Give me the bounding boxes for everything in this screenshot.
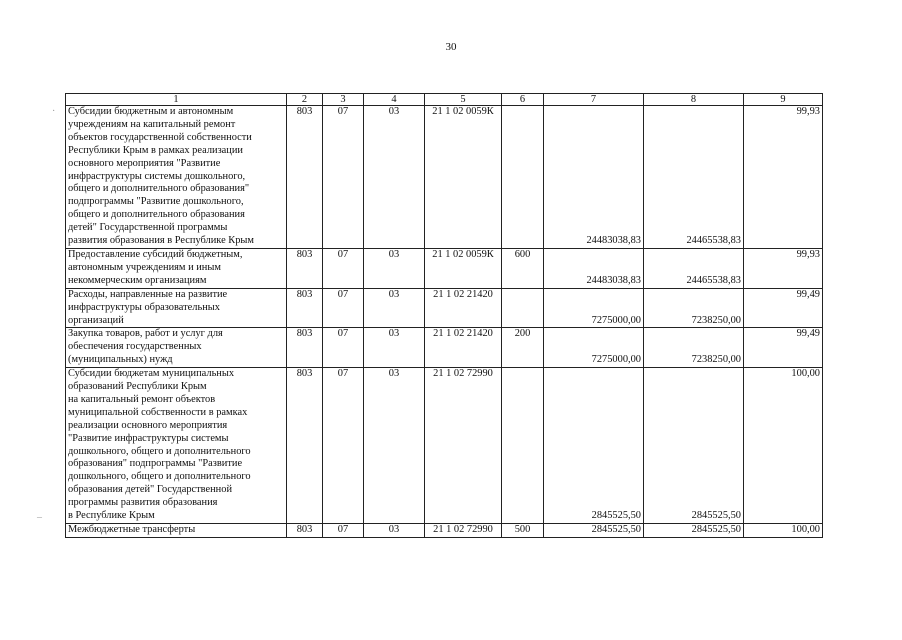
description-line: общего и дополнительного образования" bbox=[68, 183, 250, 195]
table-row bbox=[66, 328, 823, 368]
subsection-cell: 03 bbox=[364, 248, 425, 288]
percent-cell: 99,49 bbox=[744, 288, 823, 328]
description-line: "Развитие инфраструктуры системы bbox=[68, 432, 229, 444]
description-line: инфраструктуры образовательных bbox=[68, 301, 220, 313]
code-cell: 803 bbox=[287, 368, 323, 524]
header-cell: 1 bbox=[66, 94, 287, 106]
code-cell: 803 bbox=[287, 524, 323, 538]
description-line: развития образования в Республике Крым bbox=[68, 235, 254, 247]
description-line: некоммерческим организациям bbox=[68, 274, 207, 286]
margin-mark: · bbox=[52, 106, 56, 117]
section-cell: 07 bbox=[323, 288, 364, 328]
header-row bbox=[66, 94, 823, 106]
executed-amount-cell: 2845525,50 bbox=[644, 524, 744, 538]
description-line: Закупка товаров, работ и услуг для bbox=[68, 328, 223, 340]
budget-table bbox=[65, 93, 823, 538]
section-cell: 07 bbox=[323, 106, 364, 249]
table-body bbox=[66, 106, 823, 538]
table-row bbox=[66, 288, 823, 328]
planned-amount-cell: 24483038,83 bbox=[544, 106, 644, 249]
expense-type-cell bbox=[502, 368, 544, 524]
percent-cell: 99,49 bbox=[744, 328, 823, 368]
percent-cell: 100,00 bbox=[744, 524, 823, 538]
subsection-cell: 03 bbox=[364, 106, 425, 249]
table-row bbox=[66, 368, 823, 524]
header-cell: 5 bbox=[425, 94, 502, 106]
header-cell: 6 bbox=[502, 94, 544, 106]
description-line: обеспечения государственных bbox=[68, 341, 202, 353]
description-line: детей" Государственной программы bbox=[68, 222, 228, 234]
expense-type-cell: 500 bbox=[502, 524, 544, 538]
description-cell bbox=[66, 288, 287, 328]
description-cell bbox=[66, 248, 287, 288]
description-line: муниципальной собственности в рамках bbox=[68, 406, 248, 418]
description-line: Субсидии бюджетам муниципальных bbox=[68, 368, 235, 380]
description-line: Предоставление субсидий бюджетным, bbox=[68, 248, 243, 260]
header-cell: 9 bbox=[744, 94, 823, 106]
executed-amount-cell: 7238250,00 bbox=[644, 288, 744, 328]
percent-cell: 99,93 bbox=[744, 106, 823, 249]
subsection-cell: 03 bbox=[364, 524, 425, 538]
percent-cell: 99,93 bbox=[744, 248, 823, 288]
header-cell: 7 bbox=[544, 94, 644, 106]
section-cell: 07 bbox=[323, 524, 364, 538]
description-line: учреждениям на капитальный ремонт bbox=[68, 118, 236, 130]
expense-type-cell bbox=[502, 106, 544, 249]
description-line: инфраструктуры системы дошкольного, bbox=[68, 170, 246, 182]
description-line: образования детей" Государственной bbox=[68, 484, 233, 496]
description-line: автономным учреждениям и иным bbox=[68, 261, 221, 273]
target-article-cell: 21 1 02 0059К bbox=[425, 106, 502, 249]
description-line: Межбюджетные трансферты bbox=[68, 524, 196, 535]
description-line: на капитальный ремонт объектов bbox=[68, 393, 216, 405]
description-cell bbox=[66, 368, 287, 524]
description-line: организаций bbox=[68, 314, 124, 326]
description-line: образования" подпрограммы "Развитие bbox=[68, 458, 243, 470]
description-cell bbox=[66, 328, 287, 368]
description-line: образований Республики Крым bbox=[68, 381, 207, 393]
header-cell: 4 bbox=[364, 94, 425, 106]
subsection-cell: 03 bbox=[364, 288, 425, 328]
executed-amount-cell: 24465538,83 bbox=[644, 106, 744, 249]
target-article-cell: 21 1 02 72990 bbox=[425, 524, 502, 538]
table-row bbox=[66, 106, 823, 249]
description-cell bbox=[66, 524, 287, 538]
code-cell: 803 bbox=[287, 328, 323, 368]
description-line: подпрограммы "Развитие дошкольного, bbox=[68, 196, 244, 208]
code-cell: 803 bbox=[287, 288, 323, 328]
executed-amount-cell: 24465538,83 bbox=[644, 248, 744, 288]
description-cell bbox=[66, 106, 287, 249]
planned-amount-cell: 2845525,50 bbox=[544, 524, 644, 538]
description-line: объектов государственной собственности bbox=[68, 131, 252, 143]
planned-amount-cell: 7275000,00 bbox=[544, 328, 644, 368]
planned-amount-cell: 7275000,00 bbox=[544, 288, 644, 328]
page-number: 30 bbox=[445, 41, 457, 53]
target-article-cell: 21 1 02 0059К bbox=[425, 248, 502, 288]
table-row bbox=[66, 248, 823, 288]
section-cell: 07 bbox=[323, 368, 364, 524]
description-line: программы развития образования bbox=[68, 497, 218, 509]
header-cell: 8 bbox=[644, 94, 744, 106]
section-cell: 07 bbox=[323, 328, 364, 368]
code-cell: 803 bbox=[287, 248, 323, 288]
table-row bbox=[66, 524, 823, 538]
expense-type-cell bbox=[502, 288, 544, 328]
description-line: в Республике Крым bbox=[68, 510, 155, 522]
description-line: дошкольного, общего и дополнительного bbox=[68, 445, 251, 457]
subsection-cell: 03 bbox=[364, 328, 425, 368]
header-cell: 3 bbox=[323, 94, 364, 106]
description-line: общего и дополнительного образования bbox=[68, 209, 245, 221]
planned-amount-cell: 24483038,83 bbox=[544, 248, 644, 288]
planned-amount-cell: 2845525,50 bbox=[544, 368, 644, 524]
description-line: дошкольного, общего и дополнительного bbox=[68, 471, 251, 483]
expense-type-cell: 200 bbox=[502, 328, 544, 368]
executed-amount-cell: 7238250,00 bbox=[644, 328, 744, 368]
header-cell: 2 bbox=[287, 94, 323, 106]
percent-cell: 100,00 bbox=[744, 368, 823, 524]
description-line: (муниципальных) нужд bbox=[68, 354, 173, 366]
margin-mark: – bbox=[37, 512, 42, 523]
code-cell: 803 bbox=[287, 106, 323, 249]
description-line: реализации основного мероприятия bbox=[68, 419, 228, 431]
target-article-cell: 21 1 02 72990 bbox=[425, 368, 502, 524]
description-line: основного мероприятия "Развитие bbox=[68, 157, 221, 169]
description-line: Расходы, направленные на развитие bbox=[68, 288, 228, 300]
description-line: Субсидии бюджетным и автономным bbox=[68, 106, 234, 117]
expense-type-cell: 600 bbox=[502, 248, 544, 288]
target-article-cell: 21 1 02 21420 bbox=[425, 288, 502, 328]
section-cell: 07 bbox=[323, 248, 364, 288]
executed-amount-cell: 2845525,50 bbox=[644, 368, 744, 524]
target-article-cell: 21 1 02 21420 bbox=[425, 328, 502, 368]
subsection-cell: 03 bbox=[364, 368, 425, 524]
description-line: Республики Крым в рамках реализации bbox=[68, 144, 243, 156]
